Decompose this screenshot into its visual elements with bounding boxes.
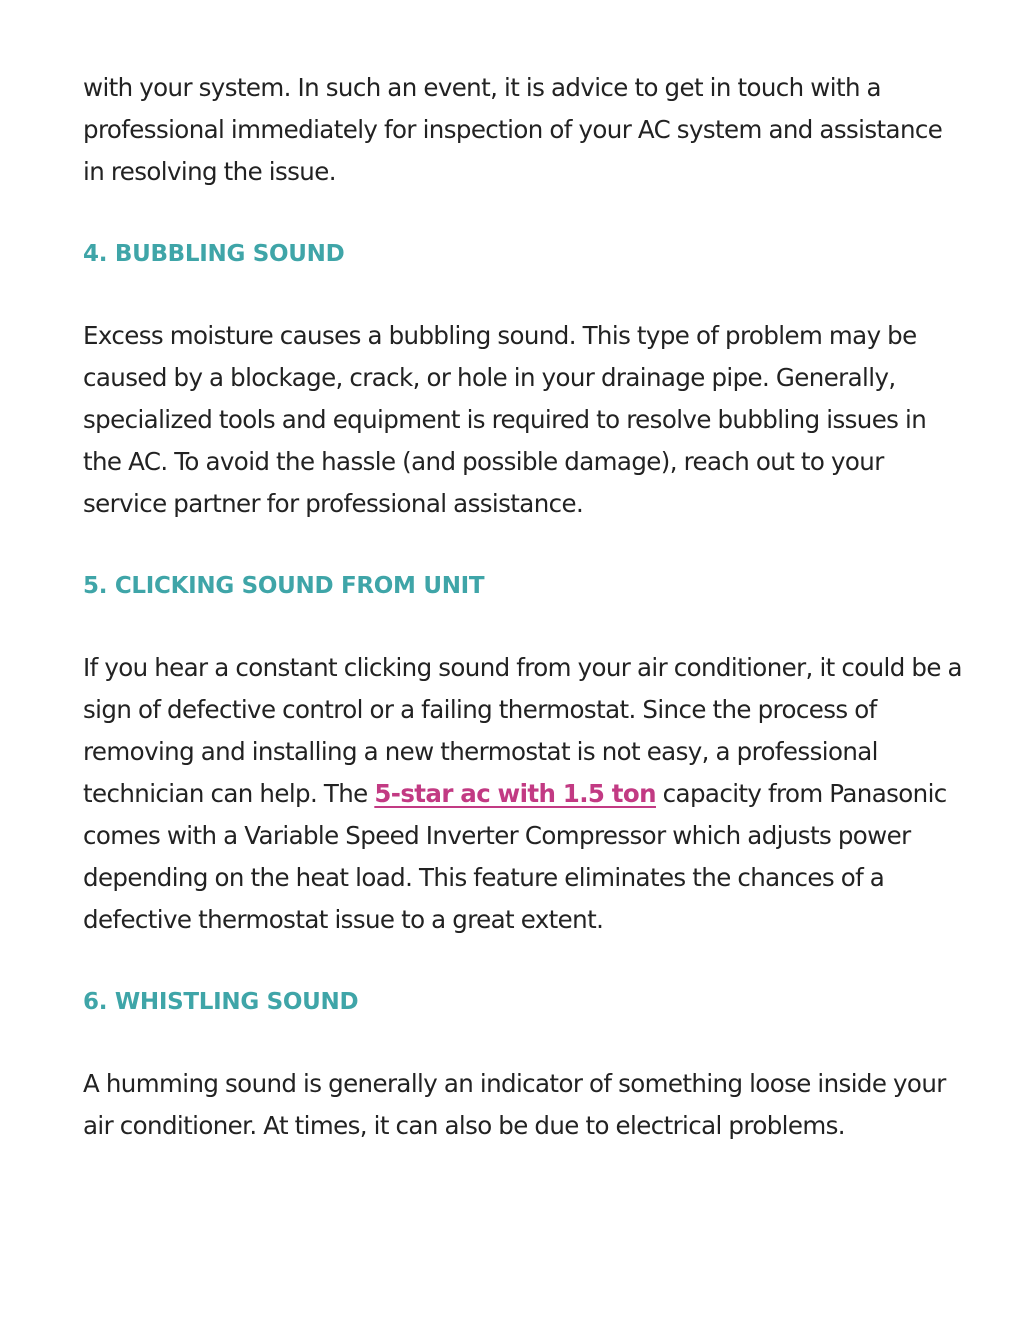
section-heading-bubbling: 4. BUBBLING SOUND bbox=[83, 241, 345, 267]
whistling-paragraph: A humming sound is generally an indicator of something loose inside your air conditioner. At times, it can also be due to electrical problems. bbox=[83, 1069, 946, 1140]
section-heading-clicking: 5. CLICKING SOUND FROM UNIT bbox=[83, 573, 485, 599]
clicking-text-after: capacity from Panasonic comes with a Variable Speed Inverter Compressor which adjusts power depending on the heat load. This feature eliminates the chances of a defective thermostat issue to a great extent. bbox=[83, 779, 947, 934]
section-heading-whistling: 6. WHISTLING SOUND bbox=[83, 989, 359, 1015]
bubbling-paragraph: Excess moisture causes a bubbling sound. This type of problem may be caused by a blockage, crack, or hole in your drainage pipe. Generally, specialized tools and equipment is required to resolve bubbling issues in the AC. To avoid the hassle (and possible damage), reach out to your service partner for professional assistance. bbox=[83, 321, 927, 518]
product-link[interactable]: 5-star ac with 1.5 ton bbox=[374, 779, 656, 808]
clicking-text-before: If you hear a constant clicking sound from your air conditioner, it could be a sign of defective control or a failing thermostat. Since the process of removing and installing a new thermostat is not easy, a professional technician can help. The bbox=[83, 653, 962, 808]
clicking-paragraph bbox=[83, 647, 963, 941]
intro-paragraph: with your system. In such an event, it is advice to get in touch with a professional immediately for inspection of your AC system and assistance in resolving the issue. bbox=[83, 73, 943, 186]
article-body bbox=[83, 67, 963, 1147]
